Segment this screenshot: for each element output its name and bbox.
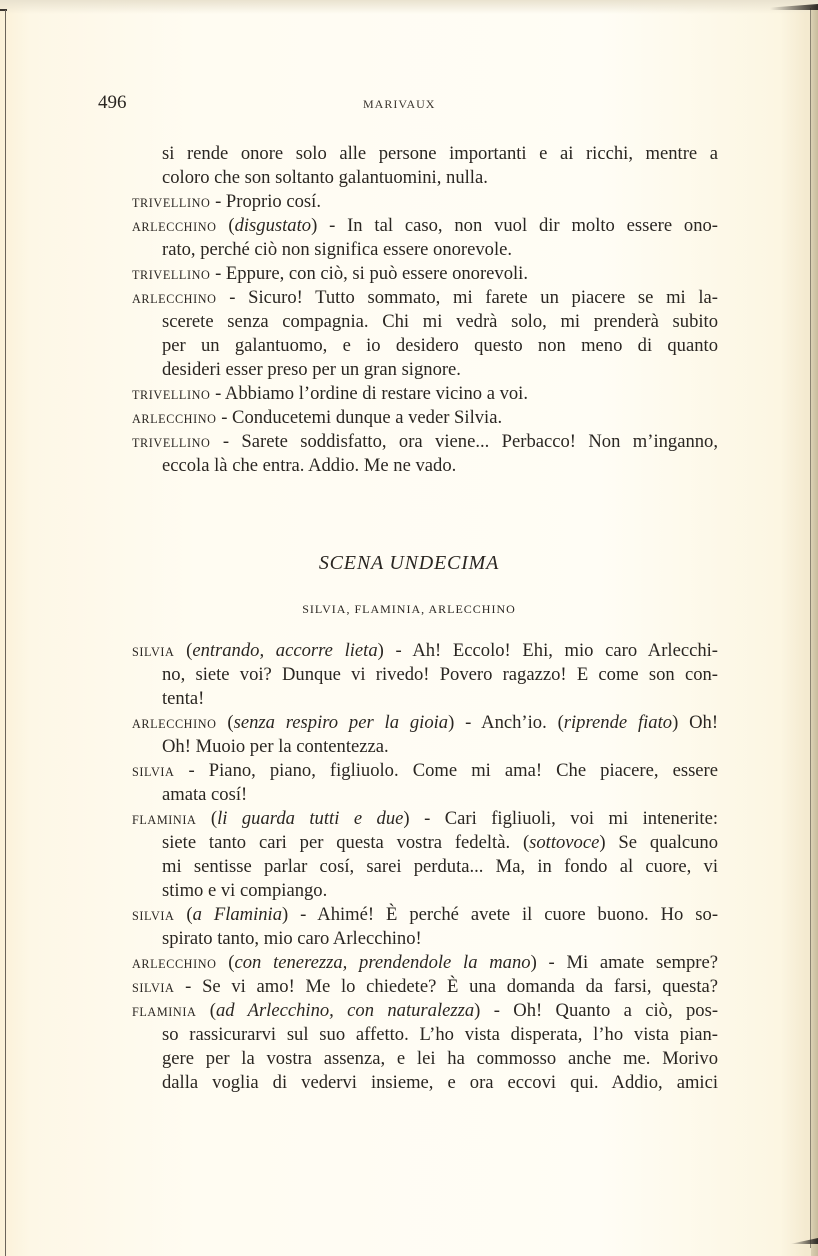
line-text: - Sicuro! Tutto sommato, mi farete un piacere se mi la- xyxy=(229,287,718,308)
right-bottom-corner xyxy=(790,1238,818,1244)
continuation-line xyxy=(132,358,718,382)
line-text: Oh! Muoio per la contentezza. xyxy=(162,736,389,757)
speaker-name: TRIVELLINO xyxy=(132,196,211,210)
continuation-line xyxy=(132,735,718,759)
line-text: stimo e vi compiango. xyxy=(162,880,328,901)
continuation-line xyxy=(132,238,718,262)
speech-line xyxy=(132,286,718,310)
line-text: - Ah! Eccolo! Ehi, mio caro Arlecchi- xyxy=(395,640,718,661)
speech-line: FLAMINIA (li guarda tutti e due) - Cari figliuoli, voi mi intenerite: xyxy=(132,808,718,829)
line-text: - Cari figliuoli, voi mi intenerite: xyxy=(424,808,718,829)
stage-direction: senza respiro per la gioia xyxy=(233,712,449,733)
line-text: - Oh! Quanto a ciò, pos- xyxy=(493,1000,719,1021)
speech-line: ARLECCHINO (con tenerezza, prendendole la mano) - Mi amate sempre? xyxy=(132,952,718,973)
continuation-line xyxy=(132,454,718,478)
continuation-line: siete tanto cari per questa vostra fedeltà. (sottovoce) Se qualcuno xyxy=(162,832,719,853)
dialogue-block-scene-eleven xyxy=(132,639,718,1095)
continuation-line xyxy=(132,927,718,951)
line-text: no, siete voi? Dunque vi rivedo! Povero ragazzo! E come son con- xyxy=(162,664,718,685)
continuation-line xyxy=(132,1047,718,1071)
line-text: - Eppure, con ciò, si può essere onorevoli. xyxy=(215,263,529,284)
stage-direction: riprende fiato xyxy=(563,712,673,733)
continuation-line xyxy=(132,663,718,687)
speech-line xyxy=(132,975,718,999)
speaker-name: SILVIA xyxy=(132,981,175,995)
stage-direction: ad Arlecchino, con naturalezza xyxy=(215,1000,475,1021)
scene-characters: SILVIA, FLAMINIA, ARLECCHINO xyxy=(302,602,516,616)
right-page-edge xyxy=(810,8,811,1248)
line-text: amata cosí! xyxy=(162,784,248,805)
line-text: - Abbiamo l’ordine di restare vicino a voi. xyxy=(215,383,529,404)
speaker-name: ARLECCHINO xyxy=(132,220,217,234)
speech-line: SILVIA (entrando, accorre lieta) - Ah! Eccolo! Ehi, mio caro Arlecchi- xyxy=(132,640,718,661)
line-text: - Piano, piano, figliuolo. Come mi ama! Che piacere, essere xyxy=(188,760,718,781)
line-text: - Proprio cosí. xyxy=(215,191,321,212)
speaker-name: ARLECCHINO xyxy=(132,412,217,426)
line-text: so rassicurarvi sul suo affetto. L’ho vista disperata, l’ho vista pian- xyxy=(162,1024,718,1045)
page-top-shadow xyxy=(0,0,818,14)
speech-line: ARLECCHINO (disgustato) - In tal caso, non vuol dir molto essere ono- xyxy=(132,215,719,236)
continuation-line xyxy=(132,310,718,334)
line-text: Oh! xyxy=(689,712,719,733)
line-text: coloro che son soltanto galantuomini, nulla. xyxy=(162,167,488,188)
speaker-name: ARLECCHINO xyxy=(132,957,217,971)
line-text: mi sentisse parlar cosí, sarei perduta... Ma, in fondo al cuore, vi xyxy=(162,856,718,877)
speaker-name: SILVIA xyxy=(132,645,175,659)
line-text: desideri esser preso per un gran signore. xyxy=(162,359,461,380)
speech-line xyxy=(132,759,718,783)
stage-direction: con tenerezza, prendendole la mano xyxy=(234,952,531,973)
line-text: - Ahimé! È perché avete il cuore buono. Ho so- xyxy=(300,904,719,925)
speaker-name: SILVIA xyxy=(132,909,175,923)
continuation-line xyxy=(132,687,718,711)
line-text: gere per la vostra assenza, e lei ha commosso anche me. Morivo xyxy=(162,1048,718,1069)
continuation-line xyxy=(132,855,718,879)
speech-line xyxy=(132,190,718,214)
continuation-line xyxy=(132,1071,718,1095)
line-text: Se qualcuno xyxy=(618,832,719,853)
continuation-line xyxy=(132,334,718,358)
stage-direction: disgustato xyxy=(234,215,312,236)
speech-line: SILVIA (a Flaminia) - Ahimé! È perché avete il cuore buono. Ho so- xyxy=(132,904,719,925)
speaker-name: FLAMINIA xyxy=(132,813,197,827)
line-text: - In tal caso, non vuol dir molto essere ono- xyxy=(329,215,719,236)
running-title: MARIVAUX xyxy=(363,97,436,111)
speech-line xyxy=(132,406,718,430)
line-text: - Mi amate sempre? xyxy=(548,952,718,973)
line-text: tenta! xyxy=(162,688,205,709)
line-text: eccola là che entra. Addio. Me ne vado. xyxy=(162,455,457,476)
line-text: siete tanto cari per questa vostra fedeltà. xyxy=(162,832,511,853)
continuation-line xyxy=(132,166,718,190)
line-text: per un galantuomo, e io desidero questo non meno di quanto xyxy=(162,335,718,356)
speech-line: FLAMINIA (ad Arlecchino, con naturalezza) - Oh! Quanto a ciò, pos- xyxy=(132,1000,719,1021)
scene-title: SCENA UNDECIMA xyxy=(318,552,500,574)
speaker-name: ARLECCHINO xyxy=(132,717,217,731)
line-text: spirato tanto, mio caro Arlecchino! xyxy=(162,928,422,949)
speaker-name: SILVIA xyxy=(132,765,175,779)
line-text: scerete senza compagnia. Chi mi vedrà solo, mi prenderà subito xyxy=(162,311,718,332)
dialogue-block-scene-ten xyxy=(132,142,718,478)
line-text: - Sarete soddisfatto, ora viene... Perbacco! Non m’inganno, xyxy=(222,431,719,452)
page-number: 496 xyxy=(98,92,127,113)
stage-direction: li guarda tutti e due xyxy=(217,808,404,829)
line-text: - Conducetemi dunque a veder Silvia. xyxy=(221,407,503,428)
continuation-line xyxy=(132,879,718,903)
speaker-name: FLAMINIA xyxy=(132,1005,197,1019)
stage-direction: a Flaminia xyxy=(192,904,283,925)
continuation-line xyxy=(132,142,718,166)
running-head xyxy=(98,92,778,116)
line-text: dalla voglia di vedervi insieme, e ora eccovi qui. Addio, amici xyxy=(162,1072,718,1093)
line-text: - Se vi amo! Me lo chiedete? È una domanda da farsi, questa? xyxy=(185,976,718,997)
right-book-edge xyxy=(811,6,818,1256)
speaker-name: ARLECCHINO xyxy=(132,292,217,306)
speech-line: ARLECCHINO (senza respiro per la gioia) - Anch’io. (riprende fiato) Oh! xyxy=(132,712,719,733)
speech-line xyxy=(132,382,718,406)
line-text: - Anch’io. xyxy=(465,712,547,733)
line-text: si rende onore solo alle persone importanti e ai ricchi, mentre a xyxy=(162,143,718,164)
speaker-name: TRIVELLINO xyxy=(132,268,211,282)
left-page-edge xyxy=(5,10,6,1256)
stage-direction: sottovoce xyxy=(529,832,600,853)
speaker-name: TRIVELLINO xyxy=(132,436,211,450)
continuation-line xyxy=(132,1023,718,1047)
speaker-name: TRIVELLINO xyxy=(132,388,211,402)
continuation-line xyxy=(132,783,718,807)
speech-line xyxy=(132,262,718,286)
speech-line xyxy=(132,430,718,454)
stage-direction: entrando, accorre lieta xyxy=(192,640,378,661)
line-text: rato, perché ciò non significa essere onorevole. xyxy=(162,239,513,260)
